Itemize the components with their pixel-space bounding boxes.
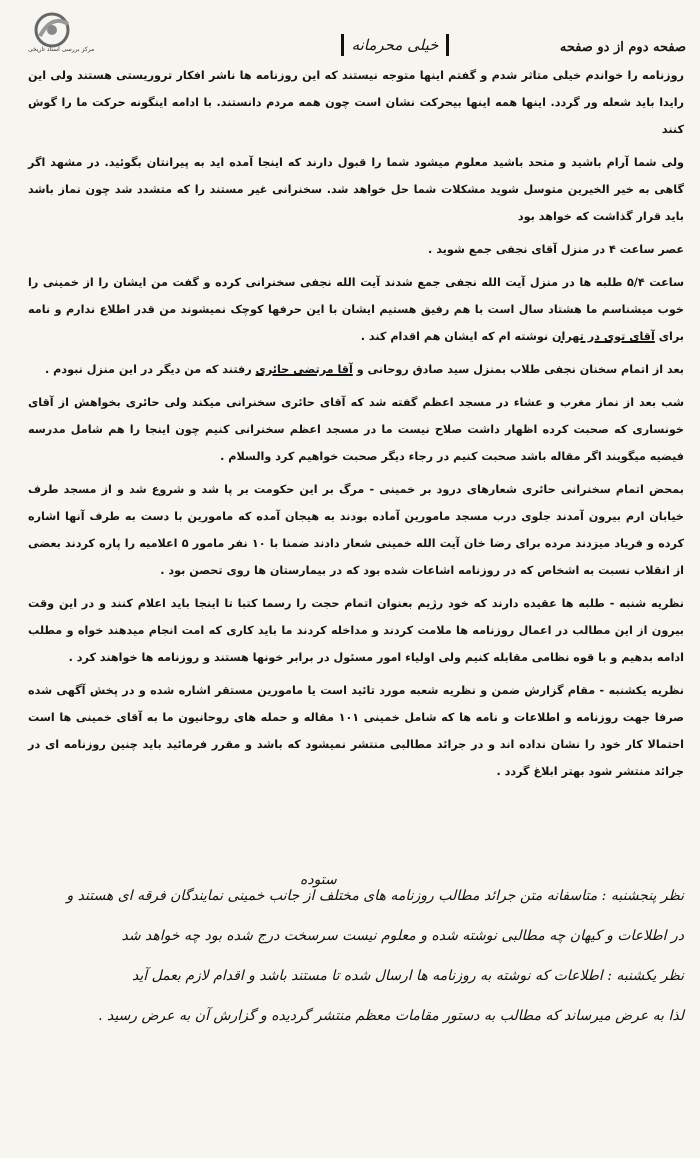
typed-report bbox=[28, 62, 684, 791]
stamp-bar bbox=[446, 34, 449, 56]
paragraph-text: ساعت ۵/۴ طلبه ها در منزل آیت الله نجفی جمع شدند آیت الله نجفی سخنرانی کرده و گفت من ایشان را از خمینی را خوب میشناسم ما هشتاد سال است با هم رفیق هستیم ایشان با این حرفها کوچک نمیشوند من قدر اطلاع ندارم و نامه برای آقای توی در تهران نوشته ام که ایشان هم اقدام کند . bbox=[28, 276, 684, 343]
signature: ستوده bbox=[300, 872, 337, 888]
paragraph: نظریه یکشنبه - مقام گزارش ضمن و نظریه شعبه مورد تائید است یا مامورین مستقر اشاره شده و در پخش آگهی شده صرفا جهت روزنامه و اطلاعات و نامه ها که شامل خمینی ۱۰۱ مقاله و حمله های روحانیون ما به آقای خمینی ها است احتمالا کار خود را نشان نداده اند و در جرائد مطالبی منتشر نمیشود که باشد و مقرر فرمائید باید چنین روزنامه ای در جرائد منتشر شود بهتر ابلاغ گردد . bbox=[28, 684, 684, 778]
handwritten-line: در اطلاعات و کیهان چه مطالبی نوشته شده و معلوم نیست سرسخت درج شده بود چه خواهد شد bbox=[121, 928, 684, 944]
paragraph: عصر ساعت ۴ در منزل آقای نجفی جمع شوید . bbox=[428, 243, 684, 256]
underlined-phrase: آقا مرتضی حائری bbox=[255, 363, 353, 376]
handwritten-line: لذا به عرض میرساند که مطالب به دستور مقامات معظم منتشر گردیده و گزارش آن به عرض رسید . bbox=[98, 1008, 684, 1024]
paragraph: بمحض اتمام سخنرانی حائری شعارهای درود بر خمینی - مرگ بر این حکومت بر پا شد و شروع شد و از مسجد طرف خیابان ارم بیرون آمدند جلوی درب مسجد مامورین آماده بودند به هیجان آمده که مامورین با دست به طرف آنها اشاره کرده و فریاد میزدند مرده برای رضا خان آیت الله خمینی شعار دادند ضمنا با ۱۰ نفر مامور ۵ اعلامیه را پاره کردند بعضی از انقلاب نسبت به اشخاص که در روزنامه اشاعات شده بود که در بیمارستان ها روی تحصن بود . bbox=[28, 483, 685, 577]
paragraph: بعد از اتمام سخنان نجفی طلاب بمنزل سید صادق روحانی و آقا مرتضی حائری رفتند که من دیگر در این منزل نبودم . bbox=[45, 363, 684, 376]
handwritten-notes bbox=[20, 876, 684, 1036]
handwritten-line: نظر پنجشنبه : متاسفانه متن جرائد مطالب روزنامه های مختلف از جانب خمینی نمایندگان فرقه ای هستند و bbox=[66, 888, 684, 904]
paragraph: نظریه شنبه - طلبه ها عقیده دارند که خود رژیم بعنوان اتمام حجت را رسما کتبا تا اینجا باید اعلام کنند و در این وقت بیرون از این مطالب در اعمال روزنامه ها ملامت کردند و مداخله کردند ما باید کاری که امت انجام میدهند خواه و مطلب ادامه بدهیم و با قوه نظامی مقابله کنیم ولی اولیاء امور مسئول در برابر خونها هستند و روزنامه ها خواهند کرد . bbox=[28, 597, 684, 664]
stamp-bar bbox=[341, 34, 344, 56]
paragraph: شب بعد از نماز مغرب و عشاء در مسجد اعظم گفته شد که آقای حائری سخنرانی میکند ولی حائری بخواهش از آقای خونساری که صحبت کرده اظهار داشت صلاح نیست ما در مسجد اعظم سخنرانی کنیم چون اینجا را هم شامل مدرسه فیضیه میگویند اگر مقاله باشد صحبت کنیم در رجاء دیگر صحبت خواهیم کرد والسلام . bbox=[28, 396, 684, 463]
handwritten-line: نظر یکشنبه : اطلاعات که نوشته به روزنامه ها ارسال شده تا مستند باشد و اقدام لازم بعمل آید bbox=[131, 968, 684, 984]
classification-stamp bbox=[300, 30, 490, 60]
stamp-text: خیلی محرمانه bbox=[351, 36, 439, 54]
page-indicator: صفحه دوم از دو صفحه bbox=[559, 40, 686, 55]
paragraph bbox=[28, 269, 684, 350]
paragraph: ولی شما آرام باشید و متحد باشید معلوم میشود شما را قبول دارند که اینجا آمده اید به پیرانتان بگوئید. در مشهد اگر گاهی به خیر الخیرین متوسل شوید مشکلات شما حل خواهد شد. سخنرانی غیر مستند را که متشدد شد چون نماز باشد باید قرار گذاشت که خواهد بود bbox=[28, 156, 684, 223]
paragraph: روزنامه را خواندم خیلی متاثر شدم و گفتم اینها متوجه نیستند که این روزنامه ها ناشر افکار تروریستی هستند ولی این رایدا باید شعله ور گردد. اینها همه اینها بیحرکت نشان است چون همه مردم دانستند. با ادامه اینگونه حرکت ما را گوش کنند bbox=[28, 69, 684, 136]
underlined-phrase: آقای توی در تهران bbox=[551, 330, 655, 343]
logo-text: مرکز بررسی اسناد تاریخی bbox=[28, 46, 95, 53]
